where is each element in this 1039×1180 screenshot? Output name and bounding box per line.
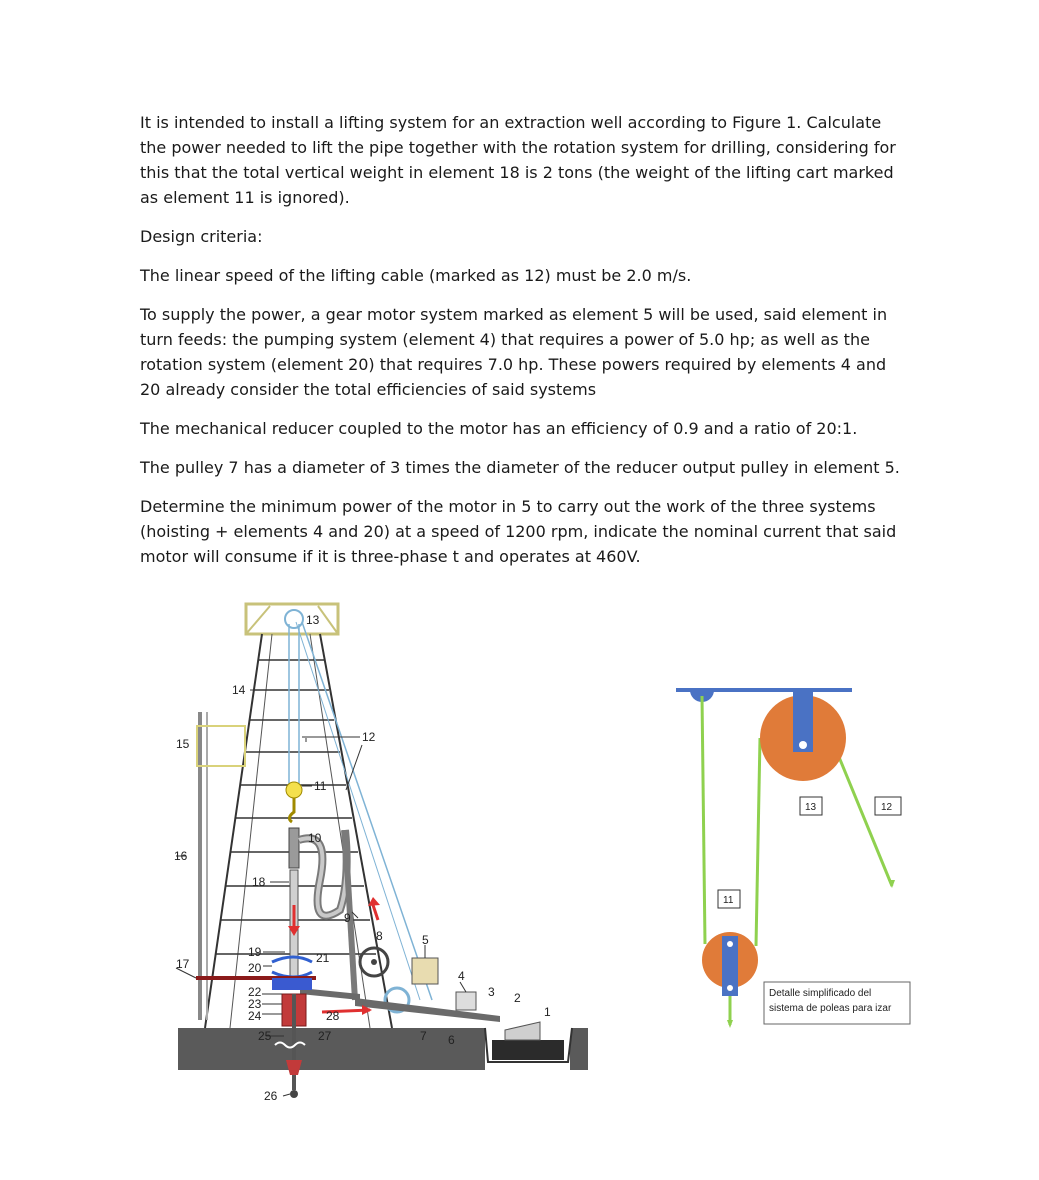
figure-1 bbox=[0, 590, 1039, 1150]
label-24: 24 bbox=[248, 1009, 262, 1023]
gear-motor bbox=[412, 958, 438, 984]
label-10: 10 bbox=[308, 831, 322, 845]
label-7: 7 bbox=[420, 1029, 427, 1043]
label-4: 4 bbox=[458, 969, 465, 983]
detail-label-12: 12 bbox=[881, 802, 893, 813]
label-17: 17 bbox=[176, 957, 190, 971]
label-23: 23 bbox=[248, 997, 262, 1011]
label-1: 1 bbox=[544, 1005, 551, 1019]
problem-statement bbox=[140, 110, 910, 583]
label-9: 9 bbox=[344, 911, 351, 925]
label-28: 28 bbox=[326, 1009, 340, 1023]
rotary-table bbox=[272, 978, 312, 990]
label-6: 6 bbox=[448, 1033, 455, 1047]
swivel bbox=[289, 828, 299, 868]
paragraph-intro: It is intended to install a lifting system for an extraction well according to Figure 1. Calculate the power needed to lift the pipe together with the rotation system for drilling, considering for this that the total vertical weight in element 18 is 2 tons (the weight of the lifting cart marked as element 11 is ignored). bbox=[140, 113, 896, 207]
paragraph-cable-speed: The linear speed of the lifting cable (marked as 12) must be 2.0 m/s. bbox=[140, 266, 692, 285]
detail-caption-line1: Detalle simplificado del bbox=[769, 988, 872, 999]
paragraph-gear-motor: To supply the power, a gear motor system marked as element 5 will be used, said element in turn feeds: the pumping system (element 4) that requires a power of 5.0 hp; as well as the rotation system (element 20) that requires 7.0 hp. These powers required by elements 4 and 20 already consider the total efficiencies of said systems bbox=[140, 305, 888, 399]
paragraph-design-criteria: Design criteria: bbox=[140, 227, 263, 246]
label-8: 8 bbox=[376, 929, 383, 943]
drilling-line bbox=[302, 622, 432, 1000]
label-27: 27 bbox=[318, 1029, 332, 1043]
mud-pit-fluid bbox=[492, 1040, 564, 1060]
label-20: 20 bbox=[248, 961, 262, 975]
monkey-board bbox=[197, 726, 245, 766]
mud-line bbox=[355, 998, 500, 1022]
label-21: 21 bbox=[316, 951, 330, 965]
label-11: 11 bbox=[314, 779, 327, 793]
label-5: 5 bbox=[422, 933, 429, 947]
drilling-rig-diagram bbox=[174, 604, 588, 1103]
pulley-system-detail bbox=[676, 690, 910, 1028]
ground-surface-right bbox=[570, 1028, 588, 1070]
detail-label-11: 11 bbox=[723, 895, 734, 906]
label-3: 3 bbox=[488, 985, 495, 999]
drill-bit bbox=[290, 1090, 298, 1098]
label-19: 19 bbox=[248, 945, 262, 959]
ground-surface bbox=[178, 1028, 485, 1070]
mud-pump bbox=[456, 992, 476, 1010]
detail-caption-line2: sistema de poleas para izar bbox=[769, 1003, 892, 1014]
label-12: 12 bbox=[362, 730, 376, 744]
paragraph-reducer: The mechanical reducer coupled to the motor has an efficiency of 0.9 and a ratio of 20:1. bbox=[140, 419, 858, 438]
paragraph-task: Determine the minimum power of the motor in 5 to carry out the work of the three systems (hoisting + elements 4 and 20) at a speed of 1200 rpm, indicate the nominal current that said motor will consume if it is three-phase t and operates at 460V. bbox=[140, 497, 897, 566]
label-15: 15 bbox=[176, 737, 190, 751]
label-16: 16 bbox=[174, 849, 188, 863]
label-26: 26 bbox=[264, 1089, 278, 1103]
label-13: 13 bbox=[306, 613, 320, 627]
paragraph-pulley: The pulley 7 has a diameter of 3 times the diameter of the reducer output pulley in element 5. bbox=[140, 458, 900, 477]
label-18: 18 bbox=[252, 875, 266, 889]
shale-shaker bbox=[505, 1022, 540, 1040]
label-14: 14 bbox=[232, 683, 246, 697]
label-2: 2 bbox=[514, 991, 521, 1005]
crown-pulley bbox=[285, 610, 303, 628]
traveling-block bbox=[286, 782, 302, 798]
label-25: 25 bbox=[258, 1029, 272, 1043]
label-22: 22 bbox=[248, 985, 262, 999]
detail-label-13: 13 bbox=[805, 802, 817, 813]
